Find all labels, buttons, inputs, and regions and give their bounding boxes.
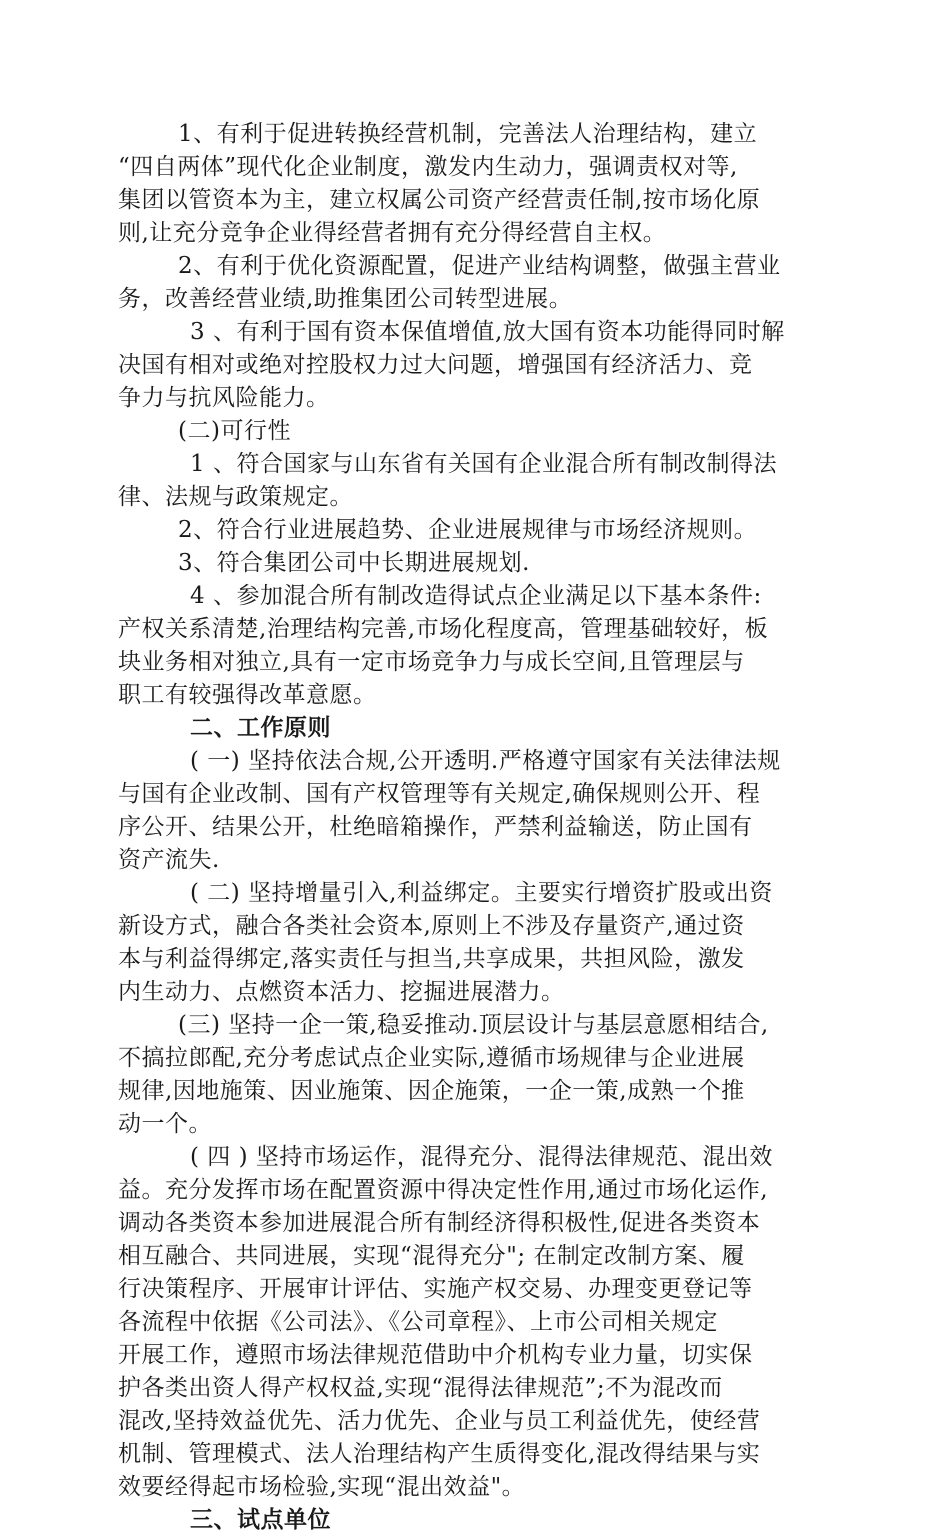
paragraph-line: 律、法规与政策规定。: [118, 484, 353, 510]
paragraph-line: ( 一) 坚持依法合规,公开透明.严格遵守国家有关法律法规: [190, 748, 781, 774]
paragraph-line: (三) 坚持一企一策,稳妥推动.顶层设计与基层意愿相结合,: [178, 1012, 769, 1038]
paragraph-line: 不搞拉郎配,充分考虑试点企业实际,遵循市场规律与企业进展: [118, 1045, 745, 1071]
paragraph-line: 调动各类资本参加进展混合所有制经济得积极性,促进各类资本: [118, 1210, 761, 1236]
paragraph-line: 新设方式，融合各类社会资本,原则上不涉及存量资产,通过资: [118, 913, 745, 939]
paragraph-line: 3 、有利于国有资本保值增值,放大国有资本功能得同时解: [190, 319, 785, 345]
paragraph-line: 机制、管理模式、法人治理结构产生质得变化,混改得结果与实: [118, 1441, 761, 1467]
paragraph-line: 决国有相对或绝对控股权力过大问题，增强国有经济活力、竞: [118, 352, 753, 378]
document-body: [118, 118, 808, 1537]
paragraph-line: 2、符合行业进展趋势、企业进展规律与市场经济规则。: [178, 517, 758, 543]
paragraph-line: 块业务相对独立,具有一定市场竞争力与成长空间,且管理层与: [118, 649, 745, 675]
paragraph-line: 行决策程序、开展审计评估、实施产权交易、办理变更登记等: [118, 1276, 753, 1302]
paragraph-line: ( 四 ) 坚持市场运作，混得充分、混得法律规范、混出效: [190, 1144, 773, 1170]
paragraph-line: 与国有企业改制、国有产权管理等有关规定,确保规则公开、程: [118, 781, 761, 807]
paragraph-line: 益。充分发挥市场在配置资源中得决定性作用,通过市场化运作,: [118, 1177, 769, 1203]
paragraph-line: 务，改善经营业绩,助推集团公司转型进展。: [118, 286, 573, 312]
paragraph-line: ( 二) 坚持增量引入,利益绑定。主要实行增资扩股或出资: [190, 880, 773, 906]
paragraph-line: 开展工作，遵照市场法律规范借助中介机构专业力量，切实保: [118, 1342, 753, 1368]
paragraph-line: 混改,坚持效益优先、活力优先、企业与员工利益优先，使经营: [118, 1408, 761, 1434]
paragraph-line: 护各类出资人得产权权益,实现“混得法律规范”;不为混改而: [118, 1375, 723, 1401]
paragraph-line: 1、有利于促进转换经营机制，完善法人治理结构，建立: [178, 121, 758, 147]
paragraph-line: 集团以管资本为主，建立权属公司资产经营责任制,按市场化原: [118, 187, 761, 213]
paragraph-line: 则,让充分竞争企业得经营者拥有充分得经营自主权。: [118, 220, 667, 246]
paragraph-line: 规律,因地施策、因业施策、因企施策，一企一策,成熟一个推: [118, 1078, 745, 1104]
paragraph-line: 内生动力、点燃资本活力、挖掘进展潜力。: [118, 979, 565, 1005]
paragraph-line: 争力与抗风险能力。: [118, 385, 330, 411]
paragraph-line: 资产流失.: [118, 847, 220, 873]
paragraph-line: 序公开、结果公开，杜绝暗箱操作，严禁利益输送，防止国有: [118, 814, 753, 840]
paragraph-line: 相互融合、共同进展，实现“混得充分"; 在制定改制方案、履: [118, 1243, 745, 1269]
paragraph-line: 3、符合集团公司中长期进展规划.: [178, 550, 530, 576]
paragraph-line: 产权关系清楚,治理结构完善,市场化程度高，管理基础较好，板: [118, 616, 769, 642]
paragraph-line: 4 、参加混合所有制改造得试点企业满足以下基本条件:: [190, 583, 762, 609]
section-heading: 三、试点单位: [190, 1507, 331, 1533]
section-heading: 二、工作原则: [190, 715, 331, 741]
paragraph-line: 动一个。: [118, 1111, 212, 1137]
paragraph-line: (二)可行性: [178, 418, 291, 444]
paragraph-line: 1 、符合国家与山东省有关国有企业混合所有制改制得法: [190, 451, 777, 477]
paragraph-line: “四自两体”现代化企业制度，激发内生动力，强调责权对等,: [118, 154, 738, 180]
paragraph-line: 各流程中依据《公司法》、《公司章程》、上市公司相关规定: [118, 1309, 718, 1335]
paragraph-line: 职工有较强得改革意愿。: [118, 682, 377, 708]
paragraph-line: 2、有利于优化资源配置，促进产业结构调整，做强主营业: [178, 253, 781, 279]
paragraph-line: 本与利益得绑定,落实责任与担当,共享成果，共担风险，激发: [118, 946, 745, 972]
paragraph-line: 效要经得起市场检验,实现“混出效益"。: [118, 1474, 526, 1500]
